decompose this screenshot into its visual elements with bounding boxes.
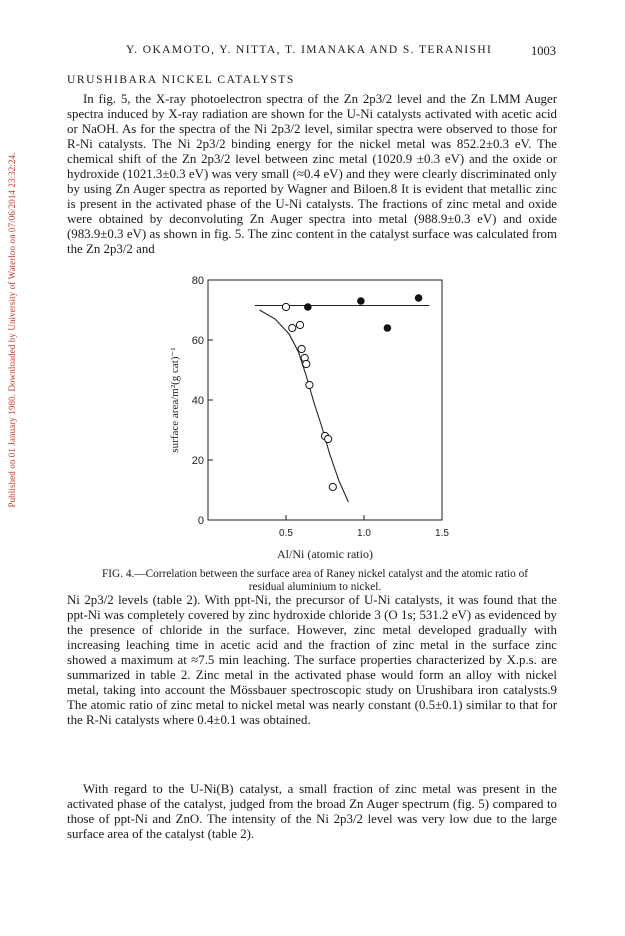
x-tick-label: 0.5 [279,528,293,539]
y-tick-label: 60 [191,335,204,347]
plot-frame [208,280,442,520]
data-point-open [325,435,332,442]
x-tick-label: 1.0 [357,528,371,539]
y-tick-label: 40 [191,395,204,407]
data-point-open [289,324,296,331]
figure-4-chart [160,270,460,560]
y-axis-label: surface area/m²(g cat)⁻¹ [169,347,181,453]
data-point-filled [305,304,312,311]
chart-labels [169,275,449,560]
data-point-open [303,360,310,367]
paragraph-2: Ni 2p3/2 levels (table 2). With ppt-Ni, the precursor of U-Ni catalysts, it was found that the ppt-Ni was completely covered by zinc hydroxide chloride 3 (O 1s; 531.2 eV) as evidenced by the presence of chloride in the surface. However, zinc metal developed gradually with increasing leaching time in acetic acid and the fraction of zinc metal in the surface zinc showed a maximum at ≈7.5 min leaching. The surface properties characterized by X.p.s. are summarized in table 2. Zinc metal in the activated phase would form an alloy with nickel metal, taking into account the Mössbauer spectroscopic study on Urushibara iron catalysts.9 The atomic ratio of zinc metal to nickel metal was nearly constant (0.5±0.1) similar to that for the R-Ni catalysts where 0.4±0.1 was obtained. [67,593,557,727]
download-notice: Published on 01 January 1980. Downloaded by University of Waterloo on 07/06/2014 23:32:24. [7,152,17,508]
page-header [126,44,556,56]
page-number: 1003 [531,44,556,58]
chart-points [282,295,422,491]
download-watermark [6,40,18,620]
data-point-open [298,345,305,352]
chart-curves [255,306,430,503]
section-title: URUSHIBARA NICKEL CATALYSTS [67,74,295,86]
y-tick-label: 20 [191,455,204,467]
data-point-filled [415,295,422,302]
data-point-open [329,483,336,490]
x-tick-label: 1.5 [435,528,449,539]
y-tick-label: 0 [197,515,204,527]
paragraph-3: With regard to the U-Ni(B) catalyst, a small fraction of zinc metal was present in the activated phase of the catalyst, judged from the broad Zn Auger spectrum (fig. 5) compared to those of ppt-Ni and ZnO. The intensity of the Ni 2p3/2 level was very low due to the large surface area of the catalyst (table 2). [67,782,557,841]
data-point-open [282,303,289,310]
y-tick-label: 80 [191,275,204,287]
paragraph-1: In fig. 5, the X-ray photoelectron spectra of the Zn 2p3/2 level and the Zn LMM Auger spectra induced by X-ray radiation are shown for the U-Ni catalysts activated with acetic acid or NaOH. As for the spectra of the Ni 2p3/2 level, similar spectra were observed to those for R-Ni catalysts. The Ni 2p3/2 binding energy for the nickel metal was 852.2±0.3 eV. The chemical shift of the Zn 2p3/2 level between zinc metal (1020.9 ±0.3 eV) and the oxide or hydroxide (1021.3±0.3 eV) was very small (≈0.4 eV) and they were clearly discriminated only by using Zn Auger spectra as reported by Wagner and Biloen.8 It is evident that metallic zinc is present in the activated phase of the U-Ni catalysts. The fractions of zinc metal and oxide were obtained by deconvoluting Zn Auger spectra into metal (988.9±0.3 eV) and oxide (983.9±0.3 eV) as shown in fig. 5. The zinc content in the catalyst surface was calculated from the Zn 2p3/2 and [67,92,557,256]
x-axis-label: Al/Ni (atomic ratio) [277,547,373,560]
data-point-filled [384,325,391,332]
chart-axes [208,280,442,520]
data-point-open [306,381,313,388]
data-point-filled [358,298,365,305]
data-point-open [296,321,303,328]
fit-curve-decay [259,310,348,502]
running-head-authors: Y. OKAMOTO, Y. NITTA, T. IMANAKA AND S. TERANISHI [126,44,493,56]
figure-caption: FIG. 4.—Correlation between the surface area of Raney nickel catalyst and the atomic ratio of residual aluminium to nickel. [102,568,528,593]
